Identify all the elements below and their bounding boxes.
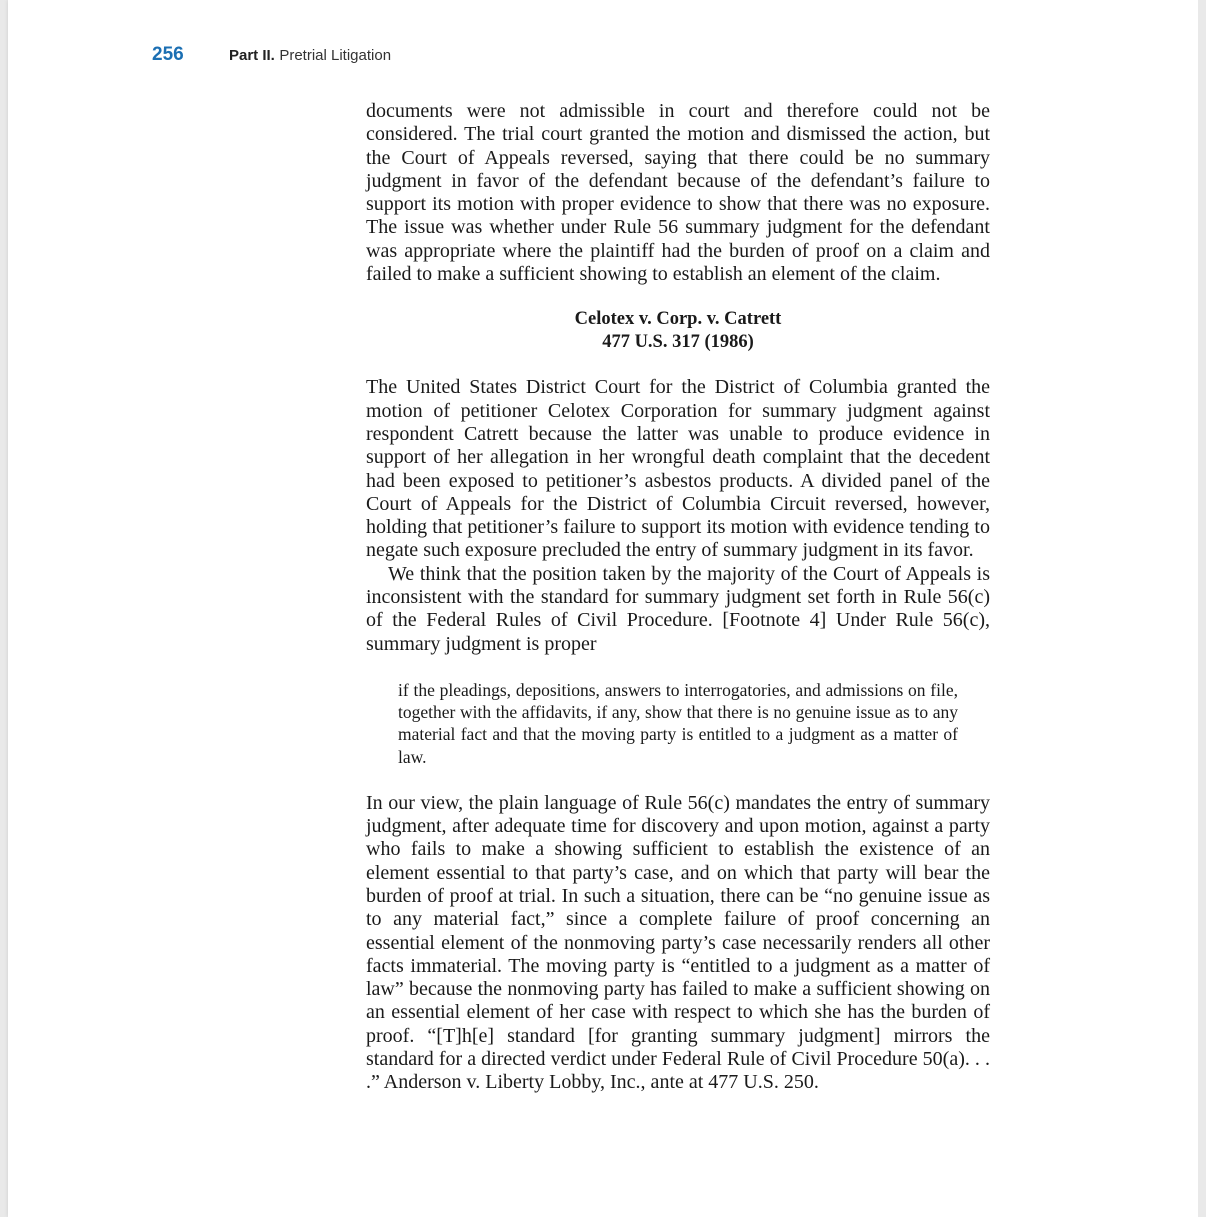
running-head [152,44,391,66]
opinion-paragraph-2: We think that the position taken by the majority of the Court of Appeals is inconsistent with the standard for summary judgment set forth in Rule 56(c) of the Federal Rules of Civil Procedure. [Footnote 4] Under Rule 56(c), summary judgment is proper [366,562,990,655]
case-heading [366,308,990,354]
case-citation: 477 U.S. 317 (1986) [602,332,754,353]
rule-block-quote: if the pleadings, depositions, answers to interrogatories, and admissions on file, together with the affidavits, if any, show that there is no genuine issue as to any material fact and that the moving party is entitled to a judgment as a matter of law. [398,679,958,767]
part-label: Part II. [229,47,275,64]
page-number: 256 [152,44,184,65]
viewer-edge [1198,0,1206,1217]
intro-paragraph: documents were not admissible in court and therefore could not be considered. The trial court granted the motion and dismissed the action, but the Court of Appeals reversed, saying that there could be no summary judgment in favor of the defendant because of the defendant’s failure to support its motion with proper evidence to show that there was no exposure. The issue was whether under Rule 56 summary judgment for the defendant was appropriate where the plaintiff had the burden of proof on a claim and failed to make a sufficient showing to establish an element of the claim. [366,100,990,286]
part-title: Pretrial Litigation [279,47,392,64]
opinion-paragraph-3: In our view, the plain language of Rule 56(c) mandates the entry of summary judgment, after adequate time for discovery and upon motion, against a party who fails to make a showing sufficient to establish the existence of an element essential to that party’s case, and on which that party will bear the burden of proof at trial. In such a situation, there can be “no genuine issue as to any material fact,” since a complete failure of proof concerning an essential element of the nonmoving party’s case necessarily renders all other facts immaterial. The moving party is “entitled to a judgment as a matter of law” because the nonmoving party has failed to make a sufficient showing on an essential element of her case with respect to which she has the burden of proof. “[T]h[e] standard [for granting summary judgment] mirrors the standard for a directed verdict under Federal Rule of Civil Procedure 50(a). . . .” Anderson v. Liberty Lobby, Inc., ante at 477 U.S. 250. [366,791,990,1094]
document-page [8,0,1198,1217]
case-title: Celotex v. Corp. v. Catrett [574,309,782,330]
opinion-paragraph-1: The United States District Court for the District of Columbia granted the motion of petitioner Celotex Corporation for summary judgment against respondent Catrett because the latter was unable to produce evidence in support of her allegation in her wrongful death complaint that the decedent had been exposed to petitioner’s asbestos products. A divided panel of the Court of Appeals for the District of Columbia Circuit reversed, however, holding that petitioner’s failure to support its motion with evidence tending to negate such exposure precluded the entry of summary judgment in its favor. [366,376,990,562]
body-text [366,100,990,1095]
